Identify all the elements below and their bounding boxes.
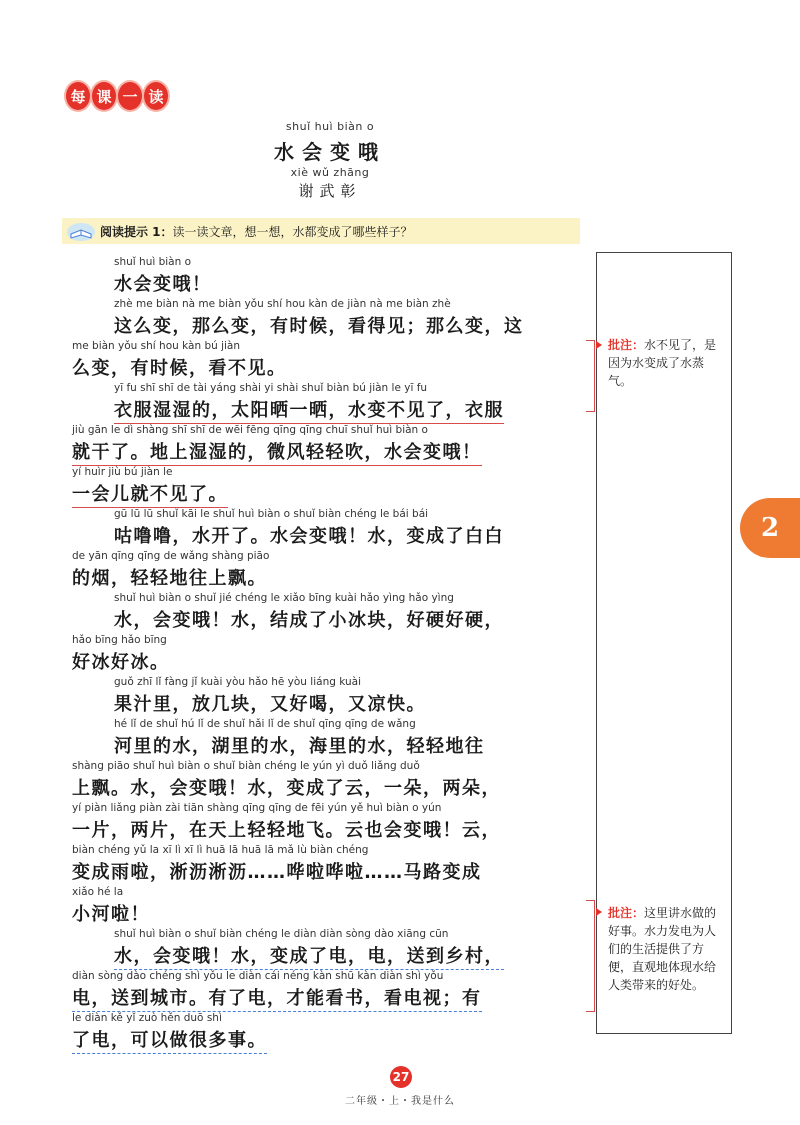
line-pinyin: zhè me biàn nà me biàn yǒu shí hou kàn de jiàn nà me biàn zhè: [114, 298, 451, 310]
annotation-note: [608, 336, 726, 390]
line-pinyin: yí piàn liǎng piàn zài tiān shàng qīng qīng de fēi yún yě huì biàn o yún: [72, 802, 442, 814]
text-line: [72, 508, 592, 550]
line-pinyin: shuǐ huì biàn o: [114, 256, 192, 268]
annotation-bracket: [586, 900, 595, 1012]
line-hanzi: 这么变，那么变，有时候，看得见；那么变，这: [114, 316, 524, 337]
line-pinyin: me biàn yǒu shí hou kàn bú jiàn: [72, 340, 241, 352]
annotation-arrow-icon: [596, 908, 602, 916]
line-pinyin: shuǐ huì biàn o shuǐ biàn chéng le diàn diàn sòng dào xiāng cūn: [114, 928, 449, 940]
line-hanzi: 果汁里，放几块，又好喝，又凉快。: [114, 694, 426, 715]
tip-text: 读一读文章，想一想，水都变成了哪些样子？: [172, 224, 413, 239]
text-line: [72, 970, 592, 1012]
line-hanzi: 上飘。水，会变哦！水，变成了云，一朵，两朵，: [72, 778, 501, 799]
text-line: [72, 382, 592, 424]
annotation-bracket: [586, 340, 595, 412]
badge-char: 读: [144, 82, 168, 110]
line-pinyin: xiǎo hé la: [72, 886, 124, 898]
line-hanzi: 一会儿就不见了。: [72, 480, 228, 508]
line-hanzi: 的烟，轻轻地往上飘。: [72, 568, 267, 589]
section-badge: [66, 82, 168, 114]
text-line: [72, 592, 592, 634]
line-pinyin: gū lū lū shuǐ kāi le shuǐ huì biàn o shuǐ biàn chéng le bái bái: [114, 508, 429, 520]
note-text: 水不见了，是因为水变成了水蒸气。: [608, 338, 717, 388]
text-line: [72, 256, 592, 298]
line-pinyin: hǎo bīng hǎo bīng: [72, 634, 167, 646]
text-line: [72, 298, 592, 340]
article-text: [72, 256, 592, 1054]
line-hanzi: 一片，两片，在天上轻轻地飞。云也会变哦！云，: [72, 820, 501, 841]
text-line: [72, 718, 592, 760]
annotation-note: [608, 904, 726, 994]
page-number: 27: [390, 1066, 412, 1088]
line-pinyin: guǒ zhī lǐ fàng jǐ kuài yòu hǎo hē yòu liáng kuài: [114, 676, 361, 688]
line-hanzi: 衣服湿湿的，太阳晒一晒，水变不见了，衣服: [114, 396, 504, 424]
line-hanzi: 么变，有时候，看不见。: [72, 358, 287, 379]
note-label: 批注：: [608, 338, 645, 352]
text-line: [72, 760, 592, 802]
text-line: [72, 928, 592, 970]
author-pinyin: xiè wǔ zhāng: [290, 166, 370, 179]
line-hanzi: 水会变哦！: [114, 274, 212, 295]
line-hanzi: 电，送到城市。有了电，才能看书，看电视；有: [72, 984, 482, 1012]
line-hanzi: 变成雨啦，淅沥淅沥……哗啦哗啦……马路变成: [72, 862, 482, 883]
line-pinyin: jiù gān le dì shàng shī shī de wēi fēng qīng qīng chuī shuǐ huì biàn o: [72, 424, 428, 436]
line-pinyin: shuǐ huì biàn o shuǐ jié chéng le xiǎo bīng kuài hǎo yìng hǎo yìng: [114, 592, 454, 604]
line-hanzi: 就干了。地上湿湿的，微风轻轻吹，水会变哦！: [72, 438, 482, 466]
page-title: 水会变哦: [274, 140, 386, 164]
chapter-tab: 2: [740, 498, 800, 558]
line-pinyin: yī fu shī shī de tài yáng shài yi shài shuǐ biàn bú jiàn le yī fu: [114, 382, 428, 394]
line-hanzi: 咕噜噜，水开了。水会变哦！水，变成了白白: [114, 526, 504, 547]
text-line: [72, 634, 592, 676]
line-pinyin: de yān qīng qīng de wǎng shàng piāo: [72, 550, 270, 562]
text-line: [72, 886, 592, 928]
line-hanzi: 水，会变哦！水，结成了小冰块，好硬好硬，: [114, 610, 504, 631]
text-line: [72, 802, 592, 844]
line-pinyin: biàn chéng yǔ la xī lì xī lì huā lā huā lā mǎ lù biàn chéng: [72, 844, 369, 856]
line-pinyin: diàn sòng dào chéng shì yǒu le diàn cái néng kàn shū kàn diàn shì yǒu: [72, 970, 444, 982]
note-text: 这里讲水做的好事。水力发电为人们的生活提供了方便，直观地体现水给人类带来的好处。: [608, 906, 717, 992]
line-hanzi: 好冰好冰。: [72, 652, 170, 673]
line-hanzi: 河里的水，湖里的水，海里的水，轻轻地往: [114, 736, 485, 757]
line-pinyin: hé lǐ de shuǐ hú lǐ de shuǐ hǎi lǐ de shuǐ qīng qīng de wǎng: [114, 718, 416, 730]
line-hanzi: 小河啦！: [72, 904, 150, 925]
title-pinyin: shuǐ huì biàn o: [285, 120, 375, 133]
line-pinyin: yí huìr jiù bú jiàn le: [72, 466, 173, 478]
page-footer: 二年级・上・我是什么: [345, 1096, 455, 1107]
text-line: [72, 844, 592, 886]
line-pinyin: shàng piāo shuǐ huì biàn o shuǐ biàn chéng le yún yì duǒ liǎng duǒ: [72, 760, 420, 772]
note-label: 批注：: [608, 906, 645, 920]
badge-char: 每: [66, 82, 90, 110]
line-pinyin: le diàn kě yǐ zuò hěn duō shì: [72, 1012, 222, 1024]
badge-char: 课: [92, 82, 116, 110]
reading-tip: [62, 218, 580, 244]
author-name: 谢武彰: [298, 182, 362, 200]
annotation-arrow-icon: [596, 341, 602, 349]
text-line: [72, 550, 592, 592]
tip-label: 阅读提示 1：: [100, 224, 173, 239]
book-icon: [66, 220, 96, 242]
line-hanzi: 水，会变哦！水，变成了电，电，送到乡村，: [114, 942, 504, 970]
text-line: [72, 424, 592, 466]
text-line: [72, 466, 592, 508]
line-hanzi: 了电，可以做很多事。: [72, 1026, 267, 1054]
text-line: [72, 340, 592, 382]
badge-char: 一: [118, 82, 142, 110]
text-line: [72, 676, 592, 718]
text-line: [72, 1012, 592, 1054]
